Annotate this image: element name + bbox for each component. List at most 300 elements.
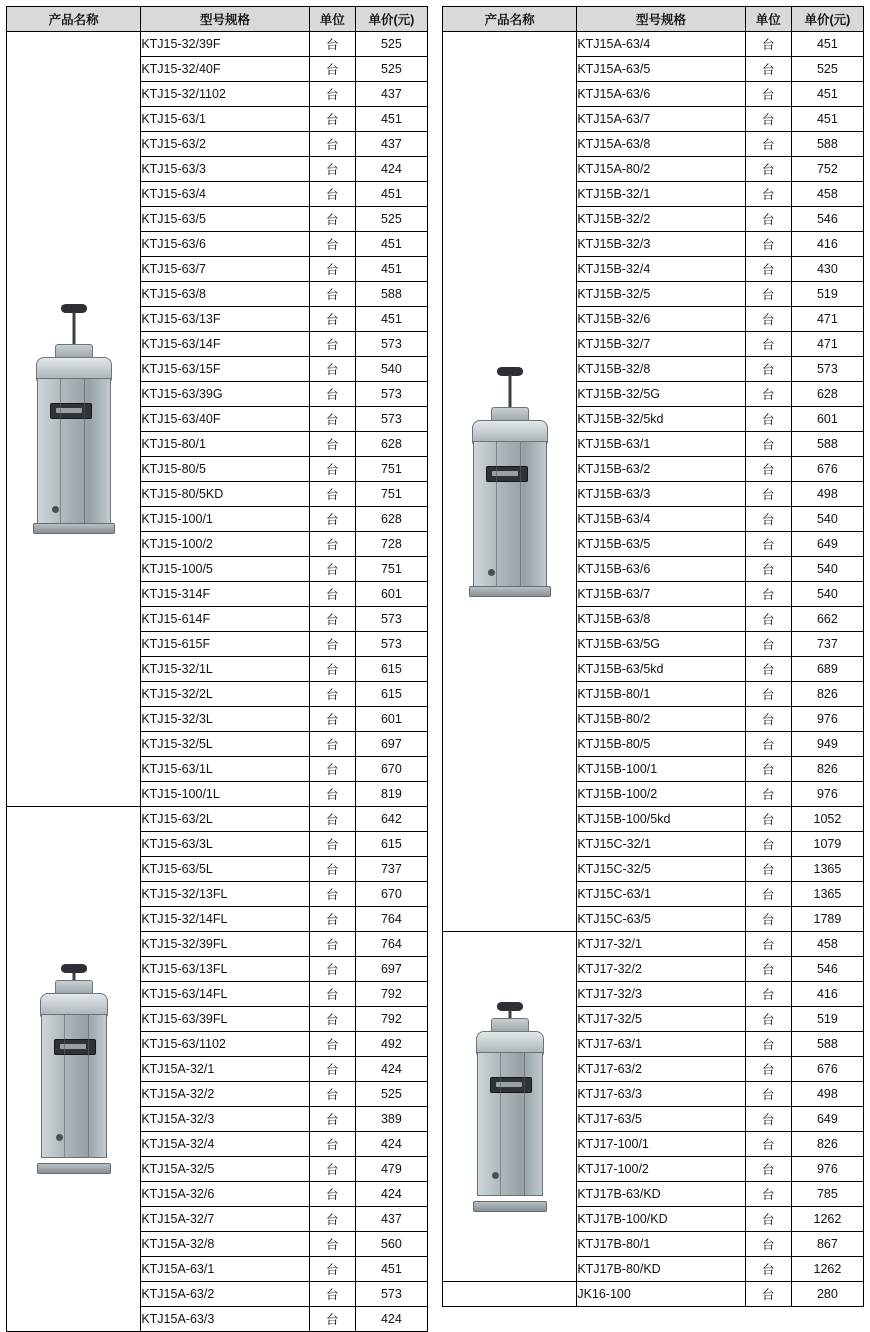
table-row <box>443 32 864 57</box>
product-image-cell <box>7 32 141 807</box>
product-bolt <box>488 569 495 576</box>
product-image-cell <box>443 932 577 1282</box>
product-seam <box>500 1053 501 1195</box>
model-cell: KTJ15-100/1L <box>141 782 309 807</box>
model-cell: KTJ15A-32/4 <box>141 1132 309 1157</box>
unit-cell: 台 <box>309 382 355 407</box>
price-cell: 546 <box>791 957 863 982</box>
price-cell: 826 <box>791 682 863 707</box>
model-cell: JK16-100 <box>577 1282 745 1307</box>
model-cell: KTJ17B-80/KD <box>577 1257 745 1282</box>
price-cell: 519 <box>791 1007 863 1032</box>
unit-cell: 台 <box>309 1082 355 1107</box>
model-cell: KTJ15C-32/5 <box>577 857 745 882</box>
model-cell: KTJ15-32/13FL <box>141 882 309 907</box>
price-cell: 949 <box>791 732 863 757</box>
model-cell: KTJ15-32/40F <box>141 57 309 82</box>
price-cell: 451 <box>355 107 427 132</box>
price-cell: 697 <box>355 732 427 757</box>
model-cell: KTJ15-63/6 <box>141 232 309 257</box>
price-cell: 540 <box>791 507 863 532</box>
model-cell: KTJ17-100/1 <box>577 1132 745 1157</box>
model-cell: KTJ15B-80/2 <box>577 707 745 732</box>
price-cell: 697 <box>355 957 427 982</box>
model-cell: KTJ15A-63/7 <box>577 107 745 132</box>
product-seam <box>84 379 85 529</box>
price-cell: 792 <box>355 982 427 1007</box>
unit-cell: 台 <box>745 732 791 757</box>
price-cell: 437 <box>355 132 427 157</box>
unit-cell: 台 <box>745 357 791 382</box>
model-cell: KTJ15B-32/3 <box>577 232 745 257</box>
model-cell: KTJ15A-63/5 <box>577 57 745 82</box>
price-cell: 670 <box>355 882 427 907</box>
unit-cell: 台 <box>745 957 791 982</box>
model-cell: KTJ15B-63/5G <box>577 632 745 657</box>
price-cell: 728 <box>355 532 427 557</box>
price-cell: 573 <box>355 407 427 432</box>
model-cell: KTJ17-32/5 <box>577 1007 745 1032</box>
handle-rod-icon <box>72 312 75 346</box>
unit-cell: 台 <box>745 557 791 582</box>
price-cell: 976 <box>791 707 863 732</box>
price-cell: 751 <box>355 482 427 507</box>
price-cell: 615 <box>355 657 427 682</box>
model-cell: KTJ15-32/5L <box>141 732 309 757</box>
unit-cell: 台 <box>745 207 791 232</box>
price-cell: 451 <box>355 232 427 257</box>
model-cell: KTJ17-100/2 <box>577 1157 745 1182</box>
model-cell: KTJ15B-100/2 <box>577 782 745 807</box>
price-cell: 785 <box>791 1182 863 1207</box>
unit-cell: 台 <box>309 682 355 707</box>
price-cell: 451 <box>355 307 427 332</box>
unit-cell: 台 <box>745 832 791 857</box>
unit-cell: 台 <box>745 482 791 507</box>
table-row <box>7 32 428 57</box>
unit-cell: 台 <box>745 782 791 807</box>
unit-cell: 台 <box>309 357 355 382</box>
unit-cell: 台 <box>745 882 791 907</box>
model-cell: KTJ15-32/14FL <box>141 907 309 932</box>
model-cell: KTJ15-80/1 <box>141 432 309 457</box>
model-cell: KTJ15A-32/2 <box>141 1082 309 1107</box>
unit-cell: 台 <box>745 1182 791 1207</box>
price-cell: 492 <box>355 1032 427 1057</box>
price-cell: 662 <box>791 607 863 632</box>
price-cell: 540 <box>791 582 863 607</box>
header-model-spec: 型号规格 <box>577 7 745 32</box>
unit-cell: 台 <box>309 332 355 357</box>
price-cell: 588 <box>791 432 863 457</box>
model-cell: KTJ15B-63/8 <box>577 607 745 632</box>
price-cell: 1262 <box>791 1207 863 1232</box>
price-cell: 451 <box>355 182 427 207</box>
price-cell: 540 <box>791 557 863 582</box>
price-cell: 826 <box>791 1132 863 1157</box>
unit-cell: 台 <box>745 332 791 357</box>
table-body-right <box>443 32 864 1307</box>
price-cell: 525 <box>355 207 427 232</box>
model-cell: KTJ15-63/4 <box>141 182 309 207</box>
unit-cell: 台 <box>745 132 791 157</box>
price-cell: 560 <box>355 1232 427 1257</box>
product-base <box>473 1201 547 1212</box>
price-table-left <box>6 6 428 1332</box>
model-cell: KTJ15C-32/1 <box>577 832 745 857</box>
product-illustration <box>462 367 558 597</box>
unit-cell: 台 <box>309 982 355 1007</box>
price-cell: 525 <box>355 1082 427 1107</box>
price-cell: 451 <box>791 107 863 132</box>
unit-cell: 台 <box>309 307 355 332</box>
price-cell: 389 <box>355 1107 427 1132</box>
product-image-cell <box>7 807 141 1332</box>
price-cell: 628 <box>355 507 427 532</box>
unit-cell: 台 <box>309 257 355 282</box>
unit-cell: 台 <box>745 1107 791 1132</box>
model-cell: KTJ17B-80/1 <box>577 1232 745 1257</box>
model-cell: KTJ15-32/2L <box>141 682 309 707</box>
unit-cell: 台 <box>309 1157 355 1182</box>
model-cell: KTJ15-63/14FL <box>141 982 309 1007</box>
price-cell: 451 <box>791 32 863 57</box>
unit-cell: 台 <box>745 107 791 132</box>
unit-cell: 台 <box>745 432 791 457</box>
handle-rod-icon <box>508 375 511 409</box>
price-cell: 1262 <box>791 1257 863 1282</box>
product-illustration <box>26 304 122 534</box>
price-cell: 573 <box>355 632 427 657</box>
model-cell: KTJ15B-32/5 <box>577 282 745 307</box>
model-cell: KTJ15-63/5 <box>141 207 309 232</box>
unit-cell: 台 <box>745 82 791 107</box>
unit-cell: 台 <box>309 107 355 132</box>
price-cell: 573 <box>355 332 427 357</box>
price-cell: 601 <box>791 407 863 432</box>
unit-cell: 台 <box>745 1082 791 1107</box>
model-cell: KTJ15B-32/2 <box>577 207 745 232</box>
model-cell: KTJ15-63/2L <box>141 807 309 832</box>
price-cell: 424 <box>355 1132 427 1157</box>
unit-cell: 台 <box>745 507 791 532</box>
unit-cell: 台 <box>745 807 791 832</box>
model-cell: KTJ15A-63/3 <box>141 1307 309 1332</box>
unit-cell: 台 <box>309 232 355 257</box>
unit-cell: 台 <box>309 1107 355 1132</box>
unit-cell: 台 <box>309 1032 355 1057</box>
price-cell: 498 <box>791 1082 863 1107</box>
price-cell: 676 <box>791 457 863 482</box>
model-cell: KTJ15A-32/6 <box>141 1182 309 1207</box>
unit-cell: 台 <box>309 832 355 857</box>
price-cell: 588 <box>791 132 863 157</box>
unit-cell: 台 <box>745 1232 791 1257</box>
model-cell: KTJ17B-100/KD <box>577 1207 745 1232</box>
unit-cell: 台 <box>309 882 355 907</box>
unit-cell: 台 <box>309 1007 355 1032</box>
model-cell: KTJ15B-63/7 <box>577 582 745 607</box>
model-cell: KTJ15A-32/5 <box>141 1157 309 1182</box>
unit-cell: 台 <box>745 182 791 207</box>
price-cell: 751 <box>355 457 427 482</box>
price-cell: 588 <box>355 282 427 307</box>
model-cell: KTJ15B-100/5kd <box>577 807 745 832</box>
model-cell: KTJ15-32/1102 <box>141 82 309 107</box>
model-cell: KTJ15A-63/8 <box>577 132 745 157</box>
model-cell: KTJ15-63/15F <box>141 357 309 382</box>
product-seam <box>60 379 61 529</box>
model-cell: KTJ15-63/3 <box>141 157 309 182</box>
model-cell: KTJ15B-63/2 <box>577 457 745 482</box>
product-bolt <box>56 1134 63 1141</box>
header-product-name: 产品名称 <box>443 7 577 32</box>
price-table-right <box>442 6 864 1307</box>
price-cell: 540 <box>355 357 427 382</box>
product-blank-cell <box>443 1282 577 1307</box>
price-cell: 471 <box>791 332 863 357</box>
price-cell: 451 <box>355 1257 427 1282</box>
unit-cell: 台 <box>745 932 791 957</box>
model-cell: KTJ15-63/14F <box>141 332 309 357</box>
unit-cell: 台 <box>745 607 791 632</box>
model-cell: KTJ15-100/5 <box>141 557 309 582</box>
price-cell: 430 <box>791 257 863 282</box>
price-cell: 437 <box>355 1207 427 1232</box>
unit-cell: 台 <box>745 232 791 257</box>
unit-cell: 台 <box>309 407 355 432</box>
model-cell: KTJ15-614F <box>141 607 309 632</box>
unit-cell: 台 <box>309 707 355 732</box>
unit-cell: 台 <box>745 907 791 932</box>
price-cell: 525 <box>791 57 863 82</box>
model-cell: KTJ15A-63/4 <box>577 32 745 57</box>
price-cell: 525 <box>355 32 427 57</box>
model-cell: KTJ15-63/40F <box>141 407 309 432</box>
unit-cell: 台 <box>309 632 355 657</box>
price-cell: 424 <box>355 1307 427 1332</box>
price-cell: 819 <box>355 782 427 807</box>
unit-cell: 台 <box>309 757 355 782</box>
model-cell: KTJ15-32/39FL <box>141 932 309 957</box>
model-cell: KTJ15-63/13FL <box>141 957 309 982</box>
price-cell: 424 <box>355 1182 427 1207</box>
model-cell: KTJ15-32/39F <box>141 32 309 57</box>
unit-cell: 台 <box>309 1232 355 1257</box>
price-cell: 601 <box>355 707 427 732</box>
price-cell: 642 <box>355 807 427 832</box>
price-cell: 573 <box>355 382 427 407</box>
header-unit: 单位 <box>309 7 355 32</box>
price-cell: 573 <box>355 607 427 632</box>
price-cell: 676 <box>791 1057 863 1082</box>
left-column <box>6 6 428 1327</box>
unit-cell: 台 <box>745 457 791 482</box>
product-illustration <box>26 964 122 1174</box>
unit-cell: 台 <box>745 57 791 82</box>
unit-cell: 台 <box>745 1282 791 1307</box>
model-cell: KTJ15-63/7 <box>141 257 309 282</box>
price-cell: 1365 <box>791 857 863 882</box>
unit-cell: 台 <box>309 907 355 932</box>
unit-cell: 台 <box>309 857 355 882</box>
unit-cell: 台 <box>745 1032 791 1057</box>
unit-cell: 台 <box>745 32 791 57</box>
price-cell: 752 <box>791 157 863 182</box>
product-nameplate <box>486 466 528 482</box>
price-cell: 280 <box>791 1282 863 1307</box>
unit-cell: 台 <box>309 807 355 832</box>
model-cell: KTJ17-63/2 <box>577 1057 745 1082</box>
model-cell: KTJ15B-63/5 <box>577 532 745 557</box>
right-column <box>442 6 864 1302</box>
model-cell: KTJ15-100/1 <box>141 507 309 532</box>
model-cell: KTJ17-32/3 <box>577 982 745 1007</box>
unit-cell: 台 <box>309 457 355 482</box>
model-cell: KTJ15C-63/1 <box>577 882 745 907</box>
model-cell: KTJ15-63/3L <box>141 832 309 857</box>
price-cell: 573 <box>791 357 863 382</box>
product-illustration <box>462 1002 558 1212</box>
product-body <box>473 441 547 593</box>
table-row <box>443 1282 864 1307</box>
model-cell: KTJ15B-80/5 <box>577 732 745 757</box>
unit-cell: 台 <box>745 1257 791 1282</box>
price-cell: 1365 <box>791 882 863 907</box>
model-cell: KTJ15-32/3L <box>141 707 309 732</box>
unit-cell: 台 <box>309 1182 355 1207</box>
product-bolt <box>492 1172 499 1179</box>
model-cell: KTJ15-63/1L <box>141 757 309 782</box>
table-header-row <box>443 7 864 32</box>
price-cell: 1789 <box>791 907 863 932</box>
price-cell: 615 <box>355 832 427 857</box>
model-cell: KTJ17-63/3 <box>577 1082 745 1107</box>
model-cell: KTJ15-80/5KD <box>141 482 309 507</box>
price-cell: 424 <box>355 157 427 182</box>
price-cell: 1052 <box>791 807 863 832</box>
table-row <box>443 932 864 957</box>
price-cell: 826 <box>791 757 863 782</box>
product-nameplate <box>54 1039 96 1055</box>
product-seam <box>88 1015 89 1157</box>
price-cell: 519 <box>791 282 863 307</box>
unit-cell: 台 <box>745 582 791 607</box>
header-model-spec: 型号规格 <box>141 7 309 32</box>
unit-cell: 台 <box>309 32 355 57</box>
model-cell: KTJ17-63/1 <box>577 1032 745 1057</box>
model-cell: KTJ15A-63/6 <box>577 82 745 107</box>
unit-cell: 台 <box>745 657 791 682</box>
model-cell: KTJ15A-32/1 <box>141 1057 309 1082</box>
price-cell: 615 <box>355 682 427 707</box>
model-cell: KTJ15A-32/7 <box>141 1207 309 1232</box>
model-cell: KTJ15A-32/8 <box>141 1232 309 1257</box>
unit-cell: 台 <box>309 157 355 182</box>
model-cell: KTJ15C-63/5 <box>577 907 745 932</box>
unit-cell: 台 <box>745 307 791 332</box>
unit-cell: 台 <box>309 507 355 532</box>
model-cell: KTJ15B-63/5kd <box>577 657 745 682</box>
model-cell: KTJ15-63/8 <box>141 282 309 307</box>
table-row <box>7 807 428 832</box>
unit-cell: 台 <box>745 1157 791 1182</box>
model-cell: KTJ17-32/2 <box>577 957 745 982</box>
price-cell: 764 <box>355 932 427 957</box>
price-cell: 416 <box>791 232 863 257</box>
price-cell: 628 <box>355 432 427 457</box>
unit-cell: 台 <box>745 757 791 782</box>
model-cell: KTJ15-314F <box>141 582 309 607</box>
model-cell: KTJ15-80/5 <box>141 457 309 482</box>
unit-cell: 台 <box>309 1207 355 1232</box>
model-cell: KTJ15A-63/1 <box>141 1257 309 1282</box>
unit-cell: 台 <box>745 157 791 182</box>
unit-cell: 台 <box>309 657 355 682</box>
price-cell: 498 <box>791 482 863 507</box>
unit-cell: 台 <box>745 632 791 657</box>
unit-cell: 台 <box>309 1307 355 1332</box>
price-cell: 867 <box>791 1232 863 1257</box>
product-base <box>37 1163 111 1174</box>
model-cell: KTJ15-63/39FL <box>141 1007 309 1032</box>
unit-cell: 台 <box>745 532 791 557</box>
model-cell: KTJ15-63/1 <box>141 107 309 132</box>
product-seam <box>520 442 521 592</box>
model-cell: KTJ15-63/5L <box>141 857 309 882</box>
unit-cell: 台 <box>309 207 355 232</box>
price-cell: 670 <box>355 757 427 782</box>
unit-cell: 台 <box>309 432 355 457</box>
product-bolt <box>52 506 59 513</box>
price-cell: 588 <box>791 1032 863 1057</box>
model-cell: KTJ15B-32/5G <box>577 382 745 407</box>
model-cell: KTJ15-63/2 <box>141 132 309 157</box>
model-cell: KTJ15B-32/4 <box>577 257 745 282</box>
model-cell: KTJ15B-63/4 <box>577 507 745 532</box>
product-seam <box>64 1015 65 1157</box>
price-cell: 689 <box>791 657 863 682</box>
model-cell: KTJ15B-80/1 <box>577 682 745 707</box>
table-body-left <box>7 32 428 1332</box>
unit-cell: 台 <box>745 282 791 307</box>
unit-cell: 台 <box>309 57 355 82</box>
price-cell: 628 <box>791 382 863 407</box>
product-nameplate <box>490 1077 532 1093</box>
product-seam <box>496 442 497 592</box>
product-body <box>41 1014 107 1158</box>
price-cell: 1079 <box>791 832 863 857</box>
price-cell: 737 <box>355 857 427 882</box>
price-cell: 458 <box>791 932 863 957</box>
price-cell: 737 <box>791 632 863 657</box>
unit-cell: 台 <box>745 1132 791 1157</box>
price-cell: 451 <box>791 82 863 107</box>
price-cell: 525 <box>355 57 427 82</box>
unit-cell: 台 <box>309 732 355 757</box>
unit-cell: 台 <box>309 1057 355 1082</box>
model-cell: KTJ15B-32/6 <box>577 307 745 332</box>
model-cell: KTJ15B-32/5kd <box>577 407 745 432</box>
unit-cell: 台 <box>309 182 355 207</box>
unit-cell: 台 <box>745 1057 791 1082</box>
unit-cell: 台 <box>309 607 355 632</box>
unit-cell: 台 <box>745 682 791 707</box>
model-cell: KTJ15A-80/2 <box>577 157 745 182</box>
price-cell: 546 <box>791 207 863 232</box>
price-cell: 601 <box>355 582 427 607</box>
price-cell: 471 <box>791 307 863 332</box>
